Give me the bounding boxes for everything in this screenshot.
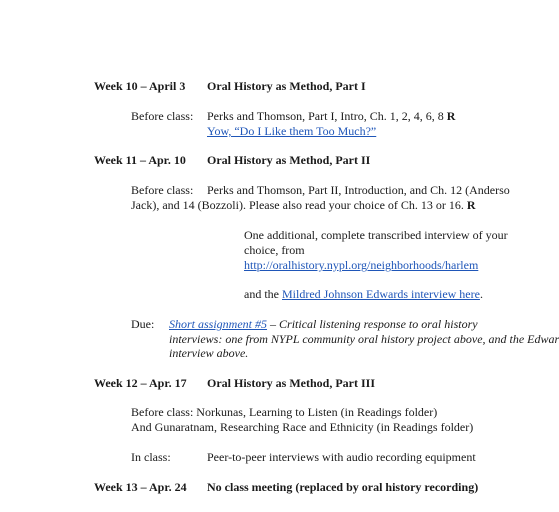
week-13-title: No class meeting (replaced by oral history recording) xyxy=(207,480,479,494)
week-10-before-label: Before class: xyxy=(131,109,194,123)
nypl-harlem-link[interactable]: http://oralhistory.nypl.org/neighborhoods/harlem xyxy=(244,258,479,272)
due-text-1: – Critical listening response to oral history xyxy=(267,317,478,331)
week-11-mildred-line xyxy=(244,287,483,302)
week-10-label: Week 10 – April 3 xyxy=(94,79,186,93)
week-10-before-text xyxy=(207,109,455,124)
week-11-title: Oral History as Method, Part II xyxy=(207,153,371,167)
week-11-before-label: Before class: xyxy=(131,183,194,197)
mildred-edwards-link[interactable]: Mildred Johnson Edwards interview here xyxy=(282,287,480,301)
week-11-due-line-3: interview above. xyxy=(169,346,249,360)
week-12-in-class-label: In class: xyxy=(131,450,171,464)
week-11-due-line-2: interviews: one from NYPL community oral history project above, and the Edwar xyxy=(169,332,559,346)
and-the-text: and the xyxy=(244,287,279,301)
week-11-reading-marker: R xyxy=(466,198,476,212)
period: . xyxy=(479,287,483,301)
week-10-reading: Perks and Thomson, Part I, Intro, Ch. 1, 2, 4, 6, 8 xyxy=(207,109,444,123)
week-11-due-label: Due: xyxy=(131,317,155,331)
week-10-reading-marker: R xyxy=(446,109,456,123)
week-11-before-text-2 xyxy=(131,198,476,213)
week-10-title: Oral History as Method, Part I xyxy=(207,79,366,93)
week-12-before-1: Before class: Norkunas, Learning to Listen (in Readings folder) xyxy=(131,405,438,419)
week-10-yow-link[interactable]: Yow, “Do I Like them Too Much?” xyxy=(207,124,377,138)
week-11-label: Week 11 – Apr. 10 xyxy=(94,153,186,167)
week-12-before-2: And Gunaratnam, Researching Race and Ethnicity (in Readings folder) xyxy=(131,420,474,434)
week-12-label: Week 12 – Apr. 17 xyxy=(94,376,187,390)
short-assignment-5-link[interactable]: Short assignment #5 xyxy=(169,317,268,331)
week-12-in-class-text: Peer-to-peer interviews with audio recording equipment xyxy=(207,450,476,464)
week-11-before-text-1: Perks and Thomson, Part II, Introduction, and Ch. 12 (Anderso xyxy=(207,183,510,197)
week-12-title: Oral History as Method, Part III xyxy=(207,376,375,390)
week-11-reading: Jack), and 14 (Bozzoli). Please also read your choice of Ch. 13 or 16. xyxy=(131,198,464,212)
week-11-extra-2: choice, from xyxy=(244,243,305,257)
week-11-due-line-1 xyxy=(169,317,478,332)
week-13-label: Week 13 – Apr. 24 xyxy=(94,480,187,494)
week-11-extra-1: One additional, complete transcribed interview of your xyxy=(244,228,508,242)
